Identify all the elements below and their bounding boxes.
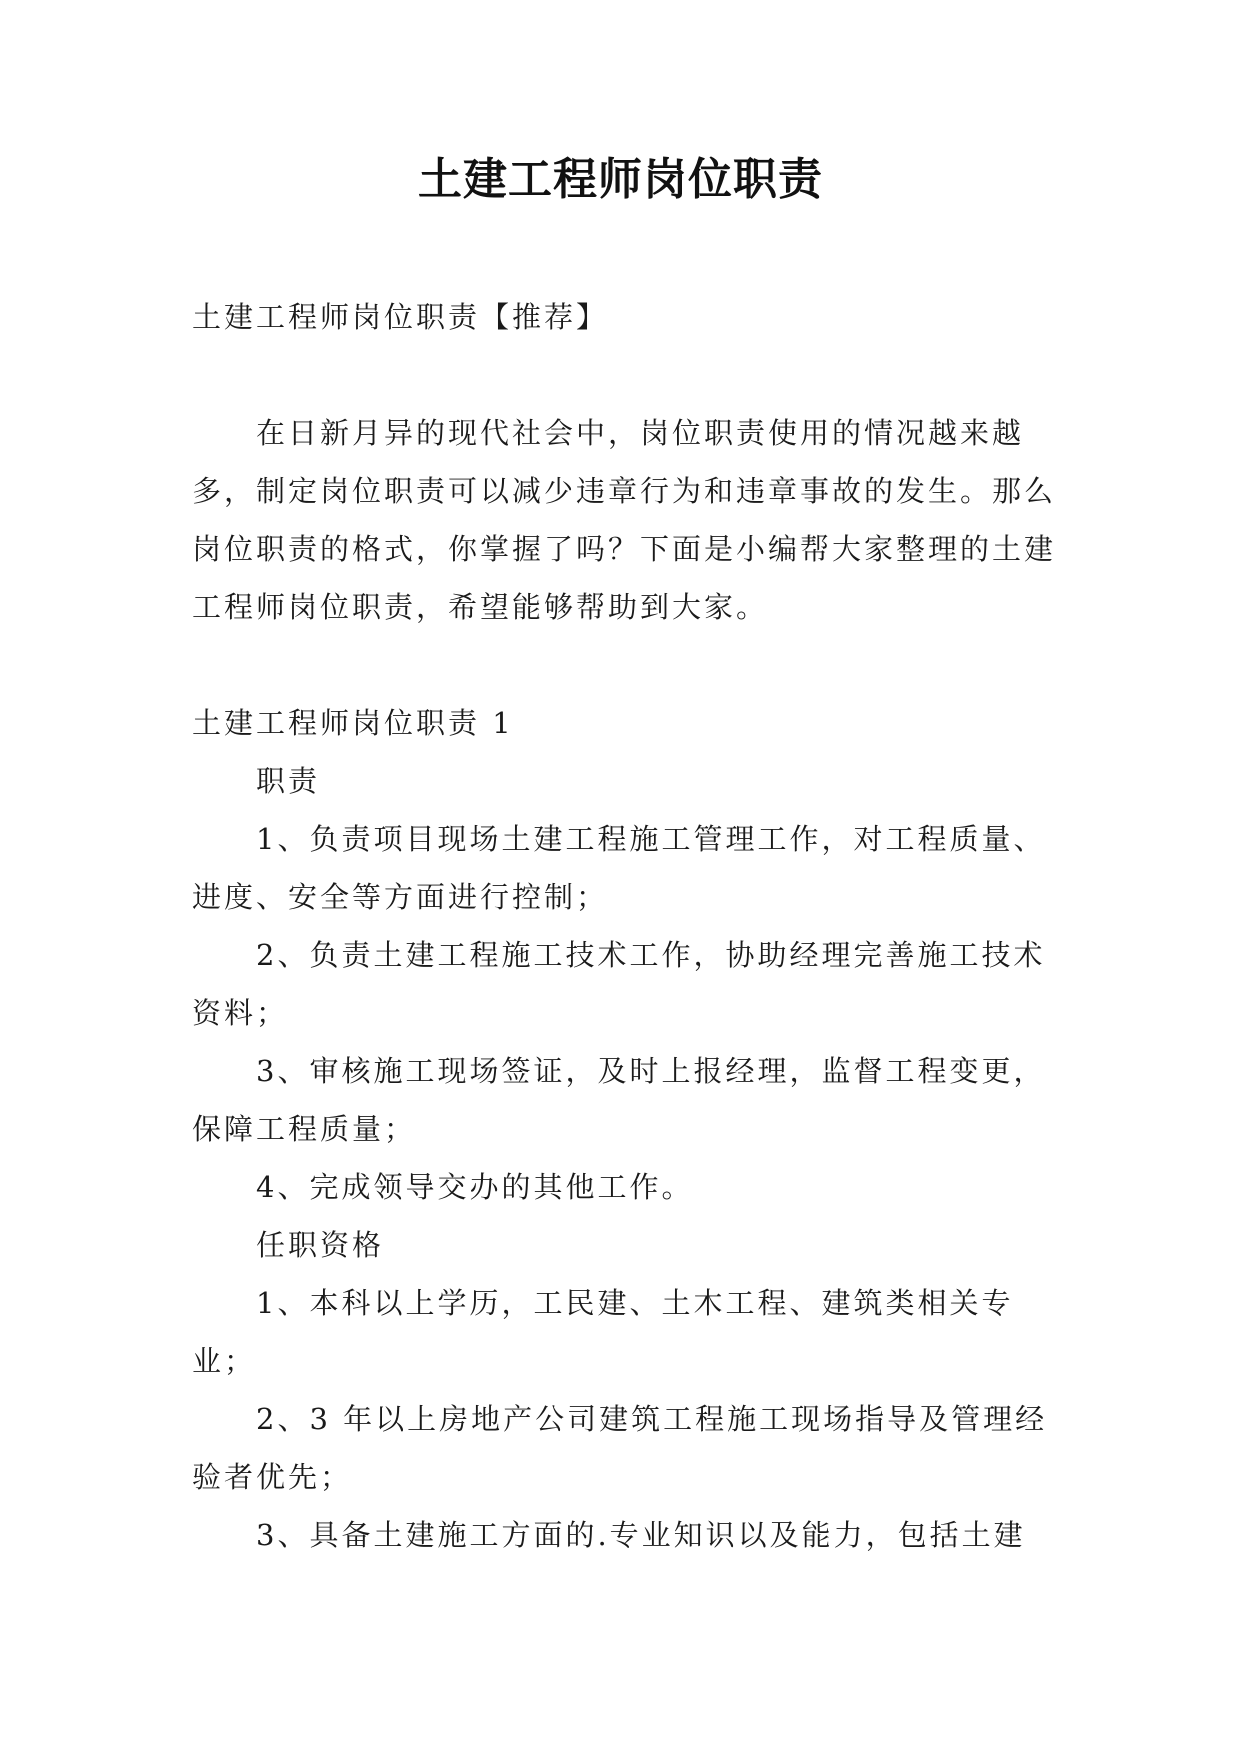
qualification-item: 1、本科以上学历，工民建、土木工程、建筑类相关专业； [192, 1286, 1014, 1378]
qualification-item: 3、具备土建施工方面的.专业知识以及能力，包括土建 [256, 1518, 1026, 1552]
intro-paragraph: 在日新月异的现代社会中，岗位职责使用的情况越来越多，制定岗位职责可以减少违章行为和违章事故的发生。那么岗位职责的格式，你掌握了吗？下面是小编帮大家整理的土建工程师岗位职责，希望能够帮助到大家。 [192, 416, 1057, 624]
qualification-item: 2、3 年以上房地产公司建筑工程施工现场指导及管理经验者优先； [192, 1402, 1048, 1494]
duty-item: 3、审核施工现场签证，及时上报经理，监督工程变更，保障工程质量； [192, 1054, 1046, 1146]
document-body [192, 288, 1072, 1564]
duty-item: 4、完成领导交办的其他工作。 [256, 1170, 694, 1204]
qualifications-heading: 任职资格 [256, 1228, 385, 1262]
duty-item: 2、负责土建工程施工技术工作，协助经理完善施工技术资料； [192, 938, 1046, 1030]
section-heading: 土建工程师岗位职责 1 [192, 706, 514, 740]
document-subtitle: 土建工程师岗位职责【推荐】 [192, 300, 609, 334]
document-title: 土建工程师岗位职责 [418, 154, 823, 205]
duty-item: 1、负责项目现场土建工程施工管理工作，对工程质量、进度、安全等方面进行控制； [192, 822, 1046, 914]
duties-heading: 职责 [256, 764, 321, 798]
